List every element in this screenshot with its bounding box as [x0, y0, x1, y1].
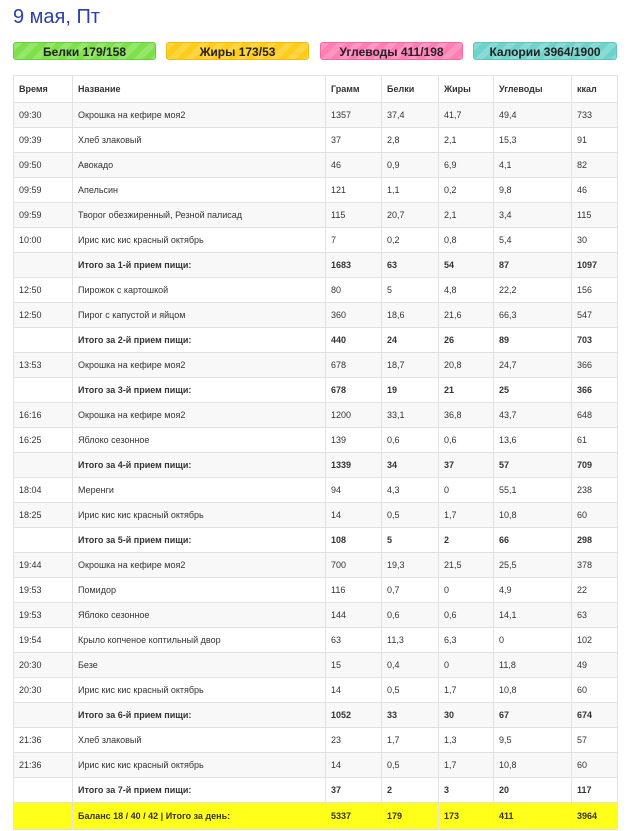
cell-fat: 2 — [439, 528, 494, 553]
cell-grams: 5337 — [326, 803, 382, 830]
cell-fat: 173 — [439, 803, 494, 830]
cell-time: 21:36 — [14, 728, 73, 753]
cell-kcal: 117 — [572, 778, 618, 803]
cell-time: 16:16 — [14, 403, 73, 428]
cell-grams: 360 — [326, 303, 382, 328]
cell-protein: 1,1 — [382, 178, 439, 203]
cell-fat: 20,8 — [439, 353, 494, 378]
cell-protein: 0,6 — [382, 428, 439, 453]
cell-protein: 33,1 — [382, 403, 439, 428]
meal-total-row — [14, 328, 618, 353]
cell-carbs: 66,3 — [494, 303, 572, 328]
cell-fat: 37 — [439, 453, 494, 478]
meal-total-row — [14, 703, 618, 728]
header-fat: Жиры — [439, 76, 494, 103]
cell-protein: 5 — [382, 528, 439, 553]
cell-name: Авокадо — [73, 153, 326, 178]
cell-name: Итого за 3-й прием пищи: — [73, 378, 326, 403]
cell-time: 16:25 — [14, 428, 73, 453]
cell-grams: 14 — [326, 503, 382, 528]
cell-carbs: 10,8 — [494, 678, 572, 703]
cell-grams: 139 — [326, 428, 382, 453]
cell-kcal: 378 — [572, 553, 618, 578]
table-row — [14, 653, 618, 678]
cell-name: Творог обезжиренный, Резной палисад — [73, 203, 326, 228]
cell-fat: 26 — [439, 328, 494, 353]
cell-name: Яблоко сезонное — [73, 603, 326, 628]
cell-name: Итого за 5-й прием пищи: — [73, 528, 326, 553]
cell-protein: 19 — [382, 378, 439, 403]
table-row — [14, 353, 618, 378]
cell-time — [14, 328, 73, 353]
table-row — [14, 728, 618, 753]
cell-grams: 1683 — [326, 253, 382, 278]
cell-time — [14, 778, 73, 803]
table-row — [14, 553, 618, 578]
cell-carbs: 66 — [494, 528, 572, 553]
cell-protein: 0,5 — [382, 678, 439, 703]
cell-name: Окрошка на кефире моя2 — [73, 103, 326, 128]
table-row — [14, 153, 618, 178]
cell-time: 19:44 — [14, 553, 73, 578]
cell-name: Окрошка на кефире моя2 — [73, 553, 326, 578]
cell-grams: 1339 — [326, 453, 382, 478]
cell-fat: 0,2 — [439, 178, 494, 203]
cell-kcal: 703 — [572, 328, 618, 353]
table-row — [14, 578, 618, 603]
cell-carbs: 4,1 — [494, 153, 572, 178]
cell-fat: 1,7 — [439, 753, 494, 778]
cell-kcal: 366 — [572, 378, 618, 403]
cell-kcal: 547 — [572, 303, 618, 328]
cell-kcal: 709 — [572, 453, 618, 478]
table-row — [14, 428, 618, 453]
nutrient-badges — [13, 42, 617, 62]
cell-time: 09:59 — [14, 203, 73, 228]
cell-kcal: 60 — [572, 678, 618, 703]
cell-name: Итого за 1-й прием пищи: — [73, 253, 326, 278]
cell-kcal: 156 — [572, 278, 618, 303]
cell-name: Баланс 18 / 40 / 42 | Итого за день: — [73, 803, 326, 830]
cell-fat: 0 — [439, 653, 494, 678]
cell-fat: 1,7 — [439, 503, 494, 528]
cell-fat: 0,6 — [439, 428, 494, 453]
table-row — [14, 178, 618, 203]
cell-fat: 0 — [439, 478, 494, 503]
cell-grams: 14 — [326, 678, 382, 703]
cell-kcal: 91 — [572, 128, 618, 153]
cell-protein: 63 — [382, 253, 439, 278]
cell-grams: 80 — [326, 278, 382, 303]
cell-grams: 116 — [326, 578, 382, 603]
meal-total-row — [14, 528, 618, 553]
cell-name: Окрошка на кефире моя2 — [73, 353, 326, 378]
cell-time: 21:36 — [14, 753, 73, 778]
cell-fat: 1,3 — [439, 728, 494, 753]
cell-time: 19:54 — [14, 628, 73, 653]
cell-protein: 11,3 — [382, 628, 439, 653]
cell-time: 20:30 — [14, 678, 73, 703]
cell-protein: 4,3 — [382, 478, 439, 503]
fat-badge: Жиры 173/53 — [166, 42, 309, 60]
cell-time: 13:53 — [14, 353, 73, 378]
cell-name: Окрошка на кефире моя2 — [73, 403, 326, 428]
cell-protein: 0,5 — [382, 503, 439, 528]
cell-grams: 108 — [326, 528, 382, 553]
table-header-row — [14, 76, 618, 103]
cell-grams: 14 — [326, 753, 382, 778]
cell-protein: 34 — [382, 453, 439, 478]
cell-time: 09:50 — [14, 153, 73, 178]
cell-grams: 23 — [326, 728, 382, 753]
cell-carbs: 5,4 — [494, 228, 572, 253]
cell-protein: 20,7 — [382, 203, 439, 228]
header-time: Время — [14, 76, 73, 103]
cell-name: Крыло копченое коптильный двор — [73, 628, 326, 653]
cell-carbs: 25 — [494, 378, 572, 403]
cell-fat: 21 — [439, 378, 494, 403]
cell-kcal: 102 — [572, 628, 618, 653]
cell-protein: 2,8 — [382, 128, 439, 153]
cell-grams: 144 — [326, 603, 382, 628]
cell-grams: 678 — [326, 353, 382, 378]
cell-carbs: 9,5 — [494, 728, 572, 753]
cell-time: 09:59 — [14, 178, 73, 203]
cell-fat: 6,9 — [439, 153, 494, 178]
cell-kcal: 57 — [572, 728, 618, 753]
cell-carbs: 43,7 — [494, 403, 572, 428]
cell-name: Хлеб злаковый — [73, 128, 326, 153]
cell-time — [14, 528, 73, 553]
cell-carbs: 67 — [494, 703, 572, 728]
cell-time: 09:39 — [14, 128, 73, 153]
cell-name: Ирис кис кис красный октябрь — [73, 228, 326, 253]
cell-name: Хлеб злаковый — [73, 728, 326, 753]
table-row — [14, 753, 618, 778]
table-row — [14, 303, 618, 328]
cell-protein: 5 — [382, 278, 439, 303]
cell-name: Ирис кис кис красный октябрь — [73, 503, 326, 528]
cell-protein: 2 — [382, 778, 439, 803]
header-name: Название — [73, 76, 326, 103]
cell-protein: 1,7 — [382, 728, 439, 753]
cell-fat: 0,6 — [439, 603, 494, 628]
cell-grams: 1357 — [326, 103, 382, 128]
cell-name: Ирис кис кис красный октябрь — [73, 753, 326, 778]
food-diary-table-wrapper — [13, 75, 617, 830]
cell-time: 19:53 — [14, 603, 73, 628]
cell-time — [14, 453, 73, 478]
cell-carbs: 10,8 — [494, 753, 572, 778]
cell-protein: 179 — [382, 803, 439, 830]
cell-protein: 18,6 — [382, 303, 439, 328]
meal-total-row — [14, 778, 618, 803]
cell-time: 20:30 — [14, 653, 73, 678]
table-row — [14, 478, 618, 503]
cell-protein: 24 — [382, 328, 439, 353]
cell-time: 09:30 — [14, 103, 73, 128]
cell-kcal: 1097 — [572, 253, 618, 278]
cell-fat: 21,5 — [439, 553, 494, 578]
cell-name: Пирог с капустой и яйцом — [73, 303, 326, 328]
table-row — [14, 103, 618, 128]
cell-protein: 18,7 — [382, 353, 439, 378]
cell-time: 18:25 — [14, 503, 73, 528]
cell-kcal: 30 — [572, 228, 618, 253]
cell-fat: 2,1 — [439, 203, 494, 228]
cell-kcal: 61 — [572, 428, 618, 453]
cell-kcal: 674 — [572, 703, 618, 728]
cell-fat: 3 — [439, 778, 494, 803]
cell-carbs: 15,3 — [494, 128, 572, 153]
calories-badge: Калории 3964/1900 — [473, 42, 617, 60]
cell-carbs: 4,9 — [494, 578, 572, 603]
cell-carbs: 87 — [494, 253, 572, 278]
cell-kcal: 46 — [572, 178, 618, 203]
cell-name: Итого за 2-й прием пищи: — [73, 328, 326, 353]
cell-kcal: 648 — [572, 403, 618, 428]
cell-grams: 15 — [326, 653, 382, 678]
food-diary-table — [13, 75, 618, 830]
cell-kcal: 3964 — [572, 803, 618, 830]
cell-fat: 0 — [439, 578, 494, 603]
carbs-badge: Углеводы 411/198 — [320, 42, 463, 60]
cell-grams: 121 — [326, 178, 382, 203]
cell-kcal: 366 — [572, 353, 618, 378]
cell-name: Яблоко сезонное — [73, 428, 326, 453]
cell-carbs: 10,8 — [494, 503, 572, 528]
table-row — [14, 678, 618, 703]
cell-carbs: 11,8 — [494, 653, 572, 678]
cell-fat: 0,8 — [439, 228, 494, 253]
cell-grams: 678 — [326, 378, 382, 403]
cell-protein: 0,5 — [382, 753, 439, 778]
table-row — [14, 603, 618, 628]
cell-name: Меренги — [73, 478, 326, 503]
cell-kcal: 238 — [572, 478, 618, 503]
table-row — [14, 278, 618, 303]
cell-grams: 1200 — [326, 403, 382, 428]
cell-fat: 41,7 — [439, 103, 494, 128]
table-row — [14, 628, 618, 653]
cell-carbs: 0 — [494, 628, 572, 653]
cell-name: Апельсин — [73, 178, 326, 203]
cell-grams: 700 — [326, 553, 382, 578]
cell-carbs: 9,8 — [494, 178, 572, 203]
cell-carbs: 89 — [494, 328, 572, 353]
table-row — [14, 128, 618, 153]
cell-grams: 37 — [326, 778, 382, 803]
cell-name: Ирис кис кис красный октябрь — [73, 678, 326, 703]
cell-fat: 2,1 — [439, 128, 494, 153]
table-row — [14, 403, 618, 428]
cell-time: 12:50 — [14, 303, 73, 328]
cell-kcal: 60 — [572, 753, 618, 778]
cell-grams: 440 — [326, 328, 382, 353]
header-carbs: Углеводы — [494, 76, 572, 103]
cell-carbs: 49,4 — [494, 103, 572, 128]
cell-fat: 54 — [439, 253, 494, 278]
cell-grams: 115 — [326, 203, 382, 228]
cell-fat: 30 — [439, 703, 494, 728]
cell-name: Итого за 7-й прием пищи: — [73, 778, 326, 803]
cell-kcal: 298 — [572, 528, 618, 553]
cell-grams: 1052 — [326, 703, 382, 728]
cell-name: Итого за 4-й прием пищи: — [73, 453, 326, 478]
cell-grams: 63 — [326, 628, 382, 653]
meal-total-row — [14, 453, 618, 478]
table-row — [14, 228, 618, 253]
cell-kcal: 22 — [572, 578, 618, 603]
cell-time: 19:53 — [14, 578, 73, 603]
header-grams: Грамм — [326, 76, 382, 103]
cell-carbs: 3,4 — [494, 203, 572, 228]
cell-carbs: 57 — [494, 453, 572, 478]
cell-carbs: 13,6 — [494, 428, 572, 453]
cell-time — [14, 378, 73, 403]
header-protein: Белки — [382, 76, 439, 103]
cell-name: Итого за 6-й прием пищи: — [73, 703, 326, 728]
cell-protein: 0,6 — [382, 603, 439, 628]
cell-protein: 0,4 — [382, 653, 439, 678]
page-title: 9 мая, Пт — [13, 6, 101, 28]
cell-carbs: 55,1 — [494, 478, 572, 503]
cell-time: 12:50 — [14, 278, 73, 303]
cell-name: Безе — [73, 653, 326, 678]
cell-kcal: 49 — [572, 653, 618, 678]
cell-protein: 0,7 — [382, 578, 439, 603]
cell-kcal: 733 — [572, 103, 618, 128]
cell-fat: 6,3 — [439, 628, 494, 653]
table-row — [14, 203, 618, 228]
meal-total-row — [14, 253, 618, 278]
cell-fat: 36,8 — [439, 403, 494, 428]
cell-time: 18:04 — [14, 478, 73, 503]
day-total-row — [14, 803, 618, 830]
cell-protein: 0,9 — [382, 153, 439, 178]
cell-kcal: 115 — [572, 203, 618, 228]
protein-badge: Белки 179/158 — [13, 42, 156, 60]
cell-grams: 94 — [326, 478, 382, 503]
cell-time — [14, 253, 73, 278]
cell-grams: 46 — [326, 153, 382, 178]
cell-protein: 0,2 — [382, 228, 439, 253]
cell-fat: 1,7 — [439, 678, 494, 703]
cell-protein: 33 — [382, 703, 439, 728]
cell-name: Помидор — [73, 578, 326, 603]
table-row — [14, 503, 618, 528]
cell-carbs: 22,2 — [494, 278, 572, 303]
cell-time: 10:00 — [14, 228, 73, 253]
header-kcal: ккал — [572, 76, 618, 103]
cell-carbs: 411 — [494, 803, 572, 830]
meal-total-row — [14, 378, 618, 403]
cell-protein: 37,4 — [382, 103, 439, 128]
cell-time — [14, 803, 73, 830]
cell-kcal: 60 — [572, 503, 618, 528]
cell-carbs: 24,7 — [494, 353, 572, 378]
cell-name: Пирожок с картошкой — [73, 278, 326, 303]
cell-fat: 4,8 — [439, 278, 494, 303]
cell-carbs: 14,1 — [494, 603, 572, 628]
cell-carbs: 25,5 — [494, 553, 572, 578]
cell-grams: 7 — [326, 228, 382, 253]
cell-protein: 19,3 — [382, 553, 439, 578]
cell-grams: 37 — [326, 128, 382, 153]
cell-kcal: 82 — [572, 153, 618, 178]
cell-kcal: 63 — [572, 603, 618, 628]
cell-fat: 21,6 — [439, 303, 494, 328]
cell-carbs: 20 — [494, 778, 572, 803]
cell-time — [14, 703, 73, 728]
